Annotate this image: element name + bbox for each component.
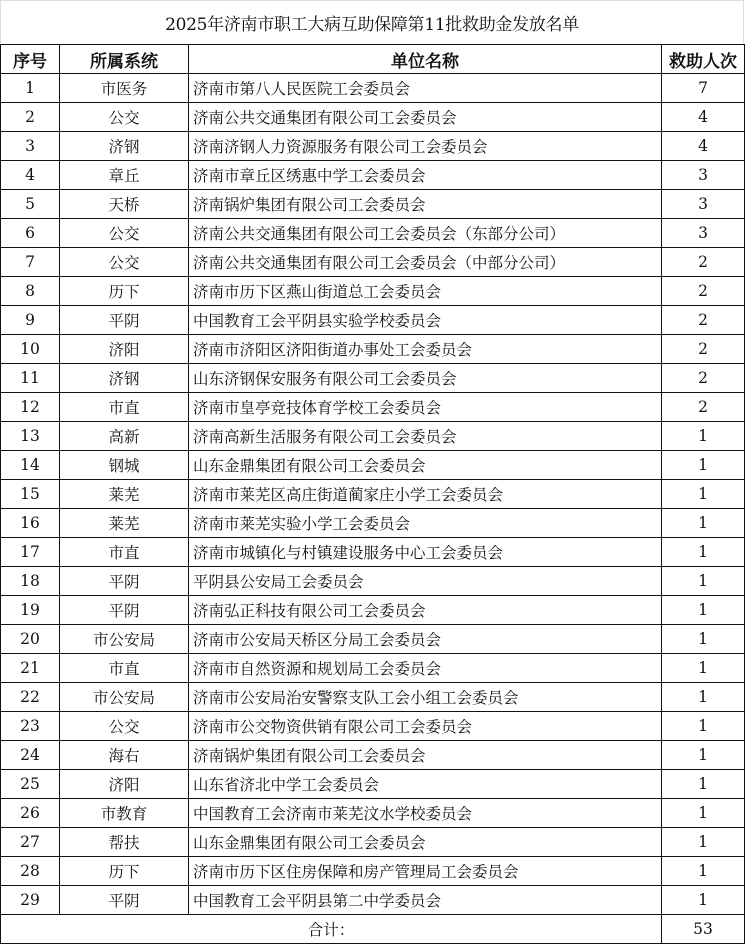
cell-unit: 济南市历下区燕山街道总工会委员会 [189,277,662,306]
header-system: 所属系统 [60,45,189,74]
cell-count: 1 [662,886,745,915]
cell-unit: 济南市公交物资供销有限公司工会委员会 [189,712,662,741]
cell-index: 22 [1,683,60,712]
cell-unit: 济南市第八人民医院工会委员会 [189,74,662,103]
total-label: 合计： [1,915,662,944]
table-row [1,306,745,335]
cell-count: 1 [662,538,745,567]
cell-index: 4 [1,161,60,190]
cell-system: 高新 [60,422,189,451]
table-row [1,364,745,393]
cell-system: 公交 [60,712,189,741]
cell-system: 济阳 [60,335,189,364]
cell-index: 20 [1,625,60,654]
cell-count: 1 [662,828,745,857]
cell-index: 21 [1,654,60,683]
table-row [1,277,745,306]
cell-index: 3 [1,132,60,161]
cell-system: 市医务 [60,74,189,103]
cell-count: 1 [662,625,745,654]
cell-system: 章丘 [60,161,189,190]
table-row [1,799,745,828]
table-row [1,335,745,364]
document-title: 2025年济南市职工大病互助保障第11批救助金发放名单 [0,0,744,44]
cell-count: 1 [662,567,745,596]
cell-unit: 济南弘正科技有限公司工会委员会 [189,596,662,625]
cell-unit: 济南济钢人力资源服务有限公司工会委员会 [189,132,662,161]
cell-index: 10 [1,335,60,364]
cell-system: 平阴 [60,596,189,625]
cell-system: 帮扶 [60,828,189,857]
cell-system: 济钢 [60,132,189,161]
cell-system: 市公安局 [60,683,189,712]
cell-unit: 济南市莱芜区高庄街道蔺家庄小学工会委员会 [189,480,662,509]
cell-unit: 济南市城镇化与村镇建设服务中心工会委员会 [189,538,662,567]
cell-system: 天桥 [60,190,189,219]
table-row [1,683,745,712]
cell-count: 2 [662,335,745,364]
cell-count: 1 [662,770,745,799]
cell-unit: 济南市自然资源和规划局工会委员会 [189,654,662,683]
table-row [1,219,745,248]
table-row [1,451,745,480]
cell-count: 3 [662,219,745,248]
table-row [1,538,745,567]
cell-system: 公交 [60,103,189,132]
table-row [1,770,745,799]
cell-system: 海右 [60,741,189,770]
table-row [1,567,745,596]
cell-count: 2 [662,277,745,306]
header-index: 序号 [1,45,60,74]
cell-count: 3 [662,190,745,219]
cell-system: 历下 [60,857,189,886]
table-row [1,190,745,219]
cell-count: 2 [662,364,745,393]
cell-unit: 平阴县公安局工会委员会 [189,567,662,596]
table-row [1,886,745,915]
cell-system: 莱芜 [60,509,189,538]
cell-index: 8 [1,277,60,306]
cell-index: 14 [1,451,60,480]
cell-unit: 济南市济阳区济阳街道办事处工会委员会 [189,335,662,364]
cell-system: 市公安局 [60,625,189,654]
cell-count: 1 [662,596,745,625]
cell-index: 13 [1,422,60,451]
cell-count: 7 [662,74,745,103]
table-row [1,654,745,683]
cell-system: 济阳 [60,770,189,799]
table-row [1,103,745,132]
table-row [1,625,745,654]
table-row [1,422,745,451]
cell-count: 1 [662,654,745,683]
cell-index: 26 [1,799,60,828]
cell-system: 济钢 [60,364,189,393]
cell-unit: 济南市章丘区绣惠中学工会委员会 [189,161,662,190]
cell-index: 5 [1,190,60,219]
cell-unit: 济南市莱芜实验小学工会委员会 [189,509,662,538]
table-body [1,74,745,944]
cell-index: 18 [1,567,60,596]
cell-index: 6 [1,219,60,248]
cell-index: 27 [1,828,60,857]
table-row [1,480,745,509]
cell-unit: 济南公共交通集团有限公司工会委员会 [189,103,662,132]
cell-system: 市直 [60,393,189,422]
table-row [1,741,745,770]
cell-index: 2 [1,103,60,132]
cell-unit: 山东金鼎集团有限公司工会委员会 [189,828,662,857]
cell-unit: 山东省济北中学工会委员会 [189,770,662,799]
cell-index: 7 [1,248,60,277]
table-row [1,509,745,538]
cell-index: 29 [1,886,60,915]
cell-count: 1 [662,480,745,509]
cell-index: 15 [1,480,60,509]
cell-unit: 济南锅炉集团有限公司工会委员会 [189,190,662,219]
table-row [1,712,745,741]
cell-count: 1 [662,799,745,828]
cell-unit: 济南锅炉集团有限公司工会委员会 [189,741,662,770]
cell-system: 市教育 [60,799,189,828]
cell-system: 公交 [60,248,189,277]
cell-count: 2 [662,393,745,422]
cell-unit: 济南市公安局天桥区分局工会委员会 [189,625,662,654]
cell-index: 9 [1,306,60,335]
table-row [1,393,745,422]
cell-count: 1 [662,422,745,451]
table-row [1,132,745,161]
cell-index: 24 [1,741,60,770]
cell-count: 1 [662,857,745,886]
cell-unit: 济南高新生活服务有限公司工会委员会 [189,422,662,451]
table-header-row [1,45,745,74]
relief-list-table [0,44,745,944]
cell-system: 平阴 [60,567,189,596]
cell-unit: 山东济钢保安服务有限公司工会委员会 [189,364,662,393]
cell-unit: 中国教育工会平阴县实验学校委员会 [189,306,662,335]
table-row [1,596,745,625]
cell-system: 钢城 [60,451,189,480]
header-count: 救助人次 [662,45,745,74]
table-row [1,161,745,190]
table-row [1,828,745,857]
cell-count: 1 [662,741,745,770]
cell-system: 市直 [60,538,189,567]
cell-index: 16 [1,509,60,538]
cell-count: 3 [662,161,745,190]
cell-system: 历下 [60,277,189,306]
cell-index: 19 [1,596,60,625]
cell-system: 市直 [60,654,189,683]
cell-unit: 济南市历下区住房保障和房产管理局工会委员会 [189,857,662,886]
cell-unit: 济南市皇亭竞技体育学校工会委员会 [189,393,662,422]
cell-count: 4 [662,103,745,132]
cell-index: 12 [1,393,60,422]
table-row [1,74,745,103]
cell-count: 1 [662,683,745,712]
cell-count: 1 [662,712,745,741]
cell-system: 平阴 [60,306,189,335]
cell-index: 25 [1,770,60,799]
table-row [1,248,745,277]
cell-unit: 中国教育工会济南市莱芜汶水学校委员会 [189,799,662,828]
cell-index: 23 [1,712,60,741]
cell-count: 1 [662,509,745,538]
cell-unit: 山东金鼎集团有限公司工会委员会 [189,451,662,480]
header-unit: 单位名称 [189,45,662,74]
table-row [1,857,745,886]
cell-count: 2 [662,306,745,335]
cell-unit: 济南市公安局治安警察支队工会小组工会委员会 [189,683,662,712]
total-value: 53 [662,915,745,944]
cell-index: 17 [1,538,60,567]
cell-unit: 济南公共交通集团有限公司工会委员会（中部分公司） [189,248,662,277]
cell-count: 2 [662,248,745,277]
cell-unit: 中国教育工会平阴县第二中学委员会 [189,886,662,915]
cell-count: 4 [662,132,745,161]
total-row [1,915,745,944]
cell-system: 平阴 [60,886,189,915]
cell-index: 1 [1,74,60,103]
cell-system: 莱芜 [60,480,189,509]
cell-count: 1 [662,451,745,480]
cell-index: 11 [1,364,60,393]
cell-system: 公交 [60,219,189,248]
cell-index: 28 [1,857,60,886]
cell-unit: 济南公共交通集团有限公司工会委员会（东部分公司） [189,219,662,248]
